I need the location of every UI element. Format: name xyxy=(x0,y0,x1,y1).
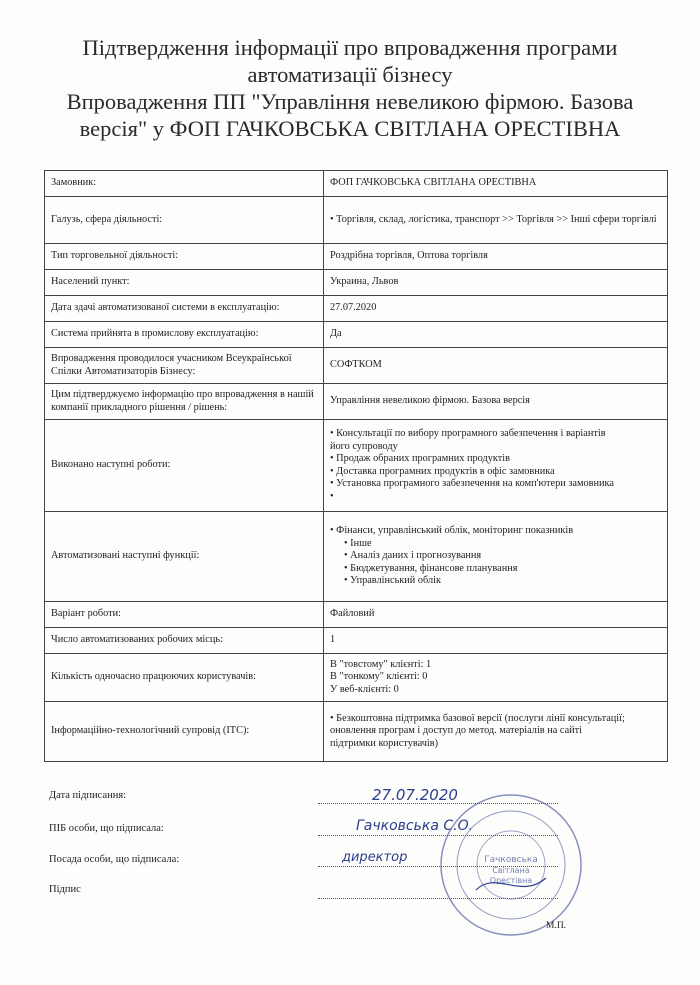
list-item: • Бюджетування, фінансове планування xyxy=(344,562,518,574)
company-stamp xyxy=(436,790,586,940)
list-item: • Фінанси, управлінський облік, моніторинг показників xyxy=(330,525,574,537)
table-row xyxy=(45,602,668,628)
title-line-2: автоматизації бізнесу xyxy=(247,62,453,87)
row-value-workplaces: 1 xyxy=(324,628,668,654)
list-item: • Інше xyxy=(344,537,372,549)
row-label-trade-type: Тип торговельної діяльності: xyxy=(45,244,324,270)
table-row xyxy=(45,296,668,322)
table-row xyxy=(45,197,668,244)
row-value-customer: ФОП ГАЧКОВСЬКА СВІТЛАНА ОРЕСТІВНА xyxy=(324,171,668,197)
row-value-accepted: Да xyxy=(324,322,668,348)
row-label-its: Інформаційно-технологічний супровід (ІТС): xyxy=(45,702,324,762)
table-row xyxy=(45,244,668,270)
list-item: В "товстому" клієнті: 1 xyxy=(330,658,432,670)
row-value-delivery-date: 27.07.2020 xyxy=(324,296,668,322)
row-label-solution: Цим підтверджуємо інформацію про впровадження в нашій компанії прикладного рішення / рішень: xyxy=(45,384,324,420)
row-label-works: Виконано наступні роботи: xyxy=(45,420,324,512)
signing-date-label: Дата підписання: xyxy=(49,790,127,801)
table-row xyxy=(45,348,668,384)
row-label-functions: Автоматизовані наступні функції: xyxy=(45,512,324,602)
table-row xyxy=(45,420,668,512)
signature-label: Підпис xyxy=(49,884,81,895)
list-item: його супроводу xyxy=(330,440,398,452)
list-item: підтримки користувачів) xyxy=(330,737,439,749)
signer-position-label: Посада особи, що підписала: xyxy=(49,854,180,865)
list-item: • Аналіз даних і прогнозування xyxy=(344,550,482,562)
title-line-1: Підтвердження інформації про впровадження програми xyxy=(82,35,618,60)
title-line-3: Впровадження ПП "Управління невеликою фірмою. Базова xyxy=(66,89,634,114)
row-value-city: Украина, Львов xyxy=(324,270,668,296)
row-label-work-mode: Варіант роботи: xyxy=(45,602,324,628)
table-row xyxy=(45,270,668,296)
list-item: • xyxy=(330,490,334,502)
stamp-place-label: М.П. xyxy=(546,921,567,931)
list-item: В "тонкому" клієнті: 0 xyxy=(330,671,428,683)
row-label-customer: Замовник: xyxy=(45,171,324,197)
row-label-accepted: Система прийнята в промислову експлуатацію: xyxy=(45,322,324,348)
table-row xyxy=(45,654,668,702)
table-row xyxy=(45,322,668,348)
row-value-implementer: СОФТКОМ xyxy=(324,348,668,384)
row-value-users xyxy=(324,654,668,702)
list-item: • Продаж обраних програмних продуктів xyxy=(330,453,510,464)
row-value-work-mode: Файловий xyxy=(324,602,668,628)
title-line-4: версія" у ФОП ГАЧКОВСЬКА СВІТЛАНА ОРЕСТІВНА xyxy=(79,116,621,141)
row-label-users: Кількість одночасно працюючих користувачів: xyxy=(45,654,324,702)
row-label-industry: Галузь, сфера діяльності: xyxy=(45,197,324,244)
list-item: • Доставка програмних продуктів в офіс замовника xyxy=(330,465,555,477)
svg-text:Світлана: Світлана xyxy=(492,866,530,875)
row-value-functions xyxy=(324,512,668,602)
table-row xyxy=(45,628,668,654)
handwritten-date: 27.07.2020 xyxy=(372,786,458,804)
row-label-delivery-date: Дата здачі автоматизованої системи в експлуатацію: xyxy=(45,296,324,322)
table-row xyxy=(45,512,668,602)
list-item: • Установка програмного забезпечення на комп'ютери замовника xyxy=(330,478,614,489)
svg-text:Гачковська: Гачковська xyxy=(484,855,538,865)
svg-text:Орестівна: Орестівна xyxy=(489,876,533,885)
row-value-trade-type: Роздрібна торгівля, Оптова торгівля xyxy=(324,244,668,270)
handwritten-name: Гачковська С.О. xyxy=(356,818,474,834)
table-row xyxy=(45,171,668,197)
list-item: • Управлінський облік xyxy=(344,575,442,587)
list-item: оновлення програм і доступ до метод. матеріалів на сайті xyxy=(330,725,583,737)
row-label-city: Населений пункт: xyxy=(45,270,324,296)
document-title xyxy=(30,34,670,142)
row-value-industry: • Торгівля, склад, логістика, транспорт >> Торгівля >> Інші сфери торгівлі xyxy=(324,197,668,244)
implementation-info-table xyxy=(44,170,668,762)
handwritten-position: директор xyxy=(342,850,408,865)
row-label-workplaces: Число автоматизованих робочих місць: xyxy=(45,628,324,654)
table-row xyxy=(45,702,668,762)
list-item: • Безкоштовна підтримка базової версії (послуги лінії консультації; xyxy=(330,712,625,724)
signer-name-label: ПІБ особи, що підписала: xyxy=(49,823,164,834)
list-item: У веб-клієнті: 0 xyxy=(330,683,399,695)
row-label-implementer: Впровадження проводилося учасником Всеукраїнської Спілки Автоматизаторів Бізнесу: xyxy=(45,348,324,384)
row-value-works xyxy=(324,420,668,512)
row-value-its xyxy=(324,702,668,762)
row-value-solution: Управління невеликою фірмою. Базова версія xyxy=(324,384,668,420)
list-item: • Консультації по вибору програмного забезпечення і варіантів xyxy=(330,428,606,439)
table-row xyxy=(45,384,668,420)
